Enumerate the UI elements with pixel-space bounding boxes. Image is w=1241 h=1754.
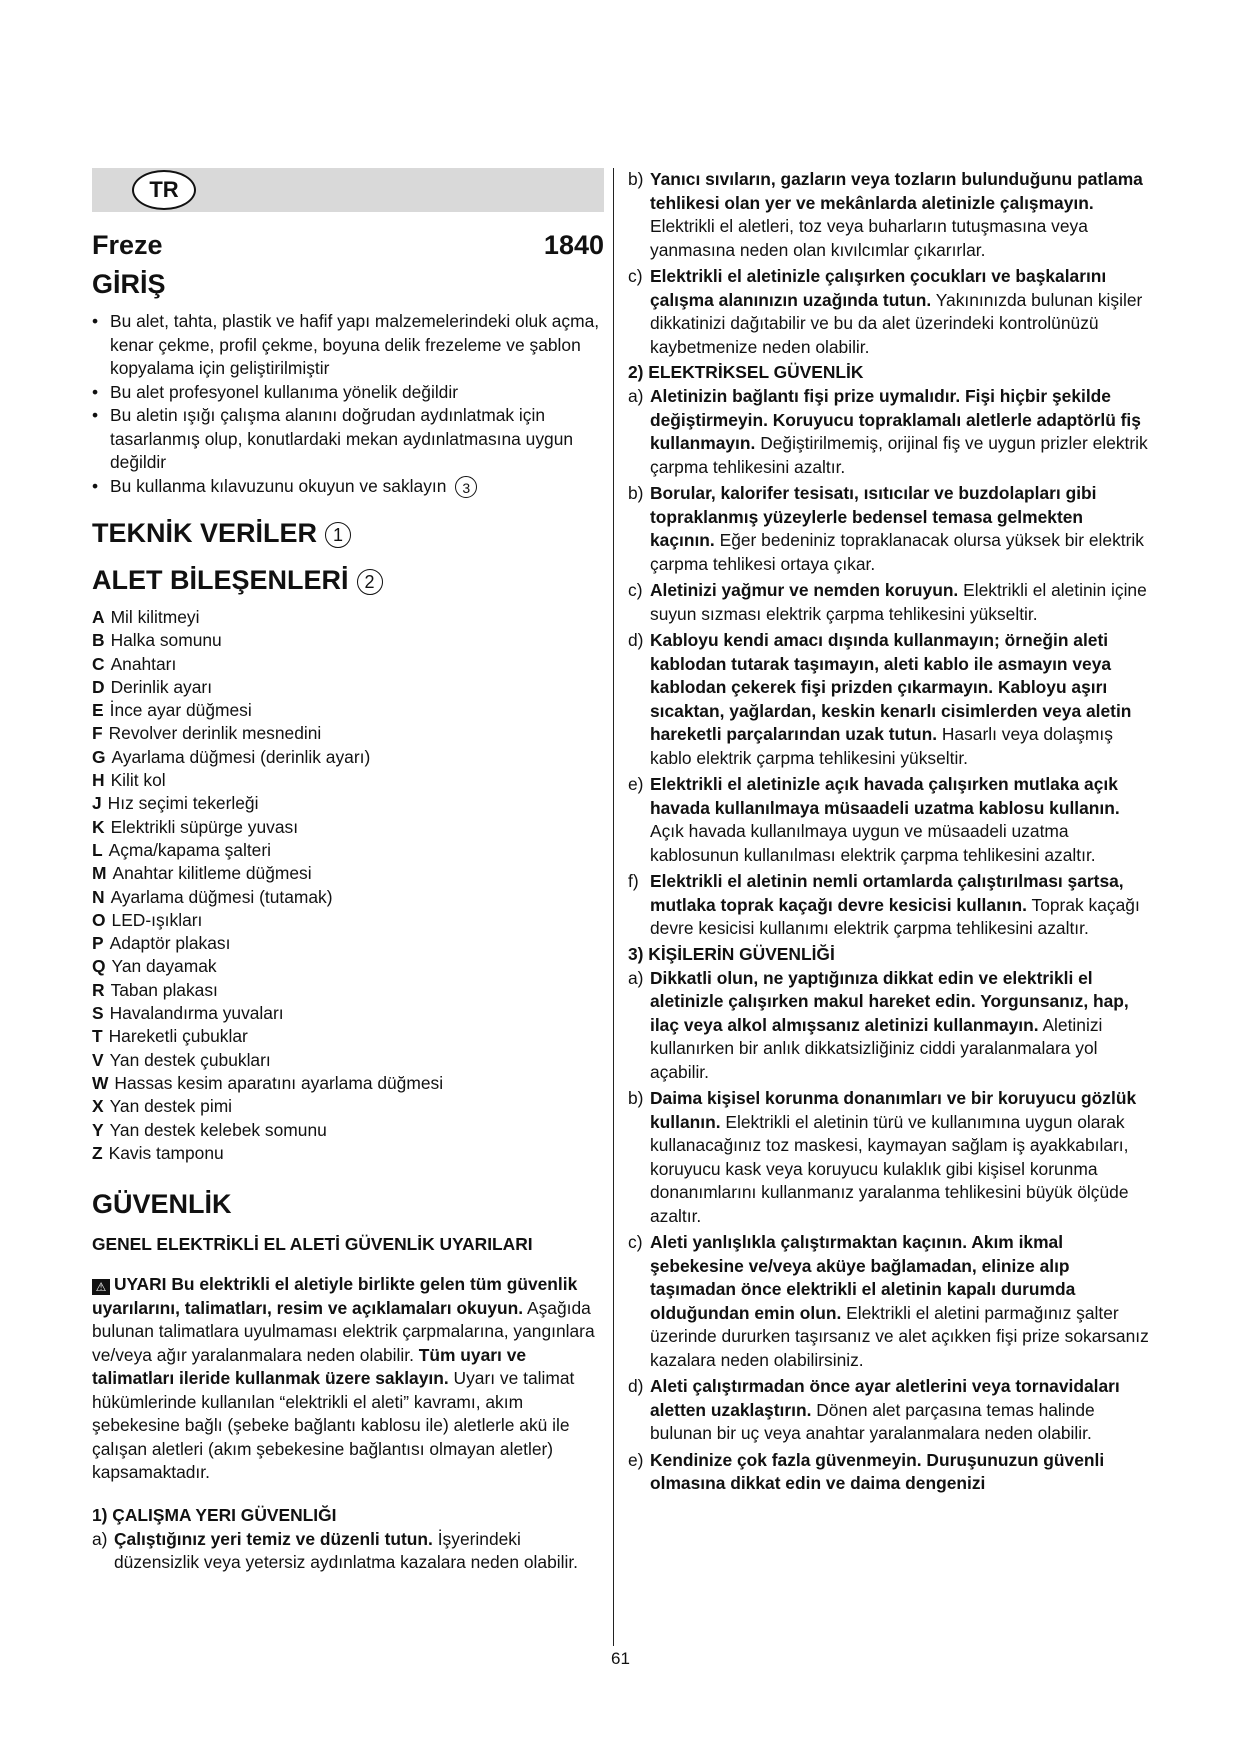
item-text: Elektrikli el aletini parmağınız şalter üzerinde dururken taşırsanız ve alet açıkken fişi prize sokarsanız kazalara neden olabilirsiniz.	[650, 1302, 1149, 1370]
part-key: F	[92, 723, 103, 744]
part-key: O	[92, 909, 106, 930]
tech-heading-text: TEKNİK VERİLER	[92, 518, 318, 548]
part-key: W	[92, 1072, 109, 1093]
part-name: Ayarlama düğmesi (derinlik ayarı)	[111, 746, 371, 767]
item-text: Yakınınızda bulunan kişiler dikkatinizi dağıtabilir ve bu da alet üzerindeki kontrolünüzü kaybetmenize neden olabilir.	[650, 289, 1143, 357]
warning-text-1: Aşağıda bulunan talimatlara uyulmaması elektrik çarpmalarına, yangınlara ve/veya ağır yaralanmalara neden olabilir.	[92, 1297, 595, 1365]
item-bold: Aletinizin bağlantı fişi prize uymalıdır. Fişi hiçbir şekilde değiştirmeyin. Koruyucu topraklamalı aletlerle adaptörlü fiş kullanmayın.	[650, 386, 1141, 453]
list-item	[92, 1095, 604, 1118]
list-item	[92, 816, 604, 839]
part-name: Ayarlama düğmesi (tutamak)	[110, 886, 333, 907]
list-item	[92, 606, 604, 629]
safety-item	[628, 1375, 1150, 1446]
parts-heading	[92, 565, 604, 596]
item-text: İşyerindeki düzensizlik veya yetersiz aydınlatma kazalara neden olabilir.	[114, 1528, 578, 1573]
safety-item	[628, 870, 1150, 941]
item-label: d)	[628, 630, 644, 650]
part-key: Z	[92, 1142, 103, 1163]
item-bold: Elektrikli el aletinizle çalışırken çocukları ve başkalarını çalışma alanınızın uzağında tutun.	[650, 266, 1107, 310]
title-row	[92, 230, 604, 261]
part-name: İnce ayar düğmesi	[109, 700, 252, 721]
figure-ref: 3	[455, 476, 477, 498]
item-bold: Elektrikli el aletinizle açık havada çalışırken mutlaka açık havada kullanılmaya müsaadeli uzatma kablosu kullanın.	[650, 774, 1120, 818]
list-item	[92, 1025, 604, 1048]
list-item	[92, 862, 604, 885]
part-name: Elektrikli süpürge yuvası	[110, 816, 299, 837]
parts-list	[92, 606, 604, 1165]
item-label: b)	[628, 169, 644, 189]
part-key: A	[92, 607, 105, 627]
item-label: e)	[628, 774, 644, 794]
model-number: 1840	[543, 230, 604, 260]
section-1-heading: 1) ÇALIŞMA YERI GÜVENLIĞI	[92, 1504, 337, 1525]
list-item	[92, 979, 604, 1002]
part-name: Anahtarı	[110, 653, 177, 674]
part-name: Hareketli çubuklar	[108, 1026, 248, 1047]
list-item: • Bu alet profesyonel kullanıma yönelik değildir	[92, 381, 604, 405]
warning-paragraph	[92, 1273, 604, 1485]
item-text: Elektrikli el aletinin türü ve kullanımına uygun olarak kullanacağınız toz maskesi, kaymayan sağlam iş ayakkabıları, koruyucu kask veya koruyucu kulaklık gibi kişisel korunma donanımlarını kullanmanız yaralanma tehlikesini büyük ölçüde azaltır.	[650, 1111, 1129, 1226]
item-bold: Aleti yanlışlıkla çalıştırmaktan kaçının. Akım ikmal şebekesine ve/veya aküye bağlamadan, elinize alıp taşımadan önce elektrikli el aletinin kapalı durumda olduğundan emin olun.	[650, 1232, 1076, 1323]
warning-text-2: Uyarı ve talimat hükümlerinde kullanılan “elektrikli el aleti” kavramı, akım şebekesine bağlı (şebeke bağlantı kablosu ile) aletlerle akü ile çalışan aletleri (akım şebekesine bağlantısı olmayan aletler) kapsamaktadır.	[92, 1368, 575, 1483]
section-3-heading: 3) KİŞİLERİN GÜVENLİĞİ	[628, 943, 835, 964]
column-divider	[613, 168, 614, 1646]
part-key: J	[92, 793, 102, 814]
part-key: S	[92, 1003, 104, 1024]
list-item	[92, 955, 604, 978]
part-key: B	[92, 630, 105, 651]
item-label: b)	[628, 1088, 644, 1108]
list-item	[92, 1049, 604, 1072]
item-text: Eğer bedeniniz topraklanacak olursa yüksek bir elektrik çarpma tehlikesi ortaya çıkar.	[650, 530, 1144, 574]
item-text: Değiştirilmemiş, orijinal fiş ve uygun prizler elektrik çarpma tehlikesini azaltır.	[650, 433, 1148, 477]
product-title: Freze	[92, 230, 163, 260]
part-key: Q	[92, 956, 106, 977]
part-key: X	[92, 1096, 104, 1117]
warning-bold-2: Tüm uyarı ve talimatları ileride kullanmak üzere saklayın.	[92, 1344, 527, 1389]
item-bold: Yanıcı sıvıların, gazların veya tozların bulunduğunu patlama tehlikesi olan yer ve mekânlarda aletinizle çalışmayın.	[650, 169, 1143, 213]
item-text: Açık havada kullanılmaya uygun ve müsaadeli uzatma kablosunun kullanılması elektrik çarpma tehlikesini azaltır.	[650, 821, 1096, 865]
part-name: Açma/kapama şalteri	[108, 839, 271, 860]
part-key: K	[92, 816, 105, 837]
part-name: Hız seçimi tekerleği	[107, 793, 259, 814]
list-item	[92, 629, 604, 652]
list-item	[92, 1119, 604, 1142]
part-key: H	[92, 770, 105, 791]
part-name: Hassas kesim aparatını ayarlama düğmesi	[114, 1072, 444, 1093]
list-item-text: Bu kullanma kılavuzunu okuyun ve saklayın	[110, 475, 447, 496]
figure-ref: 2	[357, 569, 383, 595]
page-number: 61	[611, 1649, 630, 1668]
part-key: G	[92, 746, 106, 767]
part-name: Kavis tamponu	[108, 1142, 224, 1163]
part-key: T	[92, 1026, 103, 1047]
part-name: LED-ışıkları	[111, 909, 203, 930]
part-name: Yan destek çubukları	[109, 1049, 271, 1070]
item-bold: Borular, kalorifer tesisatı, ısıtıcılar ve buzdolapları gibi topraklanmış yüzeylerle bedensel temasa gelmekten kaçının.	[650, 483, 1097, 550]
figure-ref: 1	[325, 522, 351, 548]
part-key: C	[92, 653, 105, 674]
part-name: Yan dayamak	[111, 956, 217, 977]
list-item	[92, 909, 604, 932]
safety-item	[628, 629, 1150, 770]
item-label: c)	[628, 1232, 643, 1252]
part-name: Derinlik ayarı	[110, 676, 213, 697]
list-item	[92, 475, 604, 499]
list-item	[92, 722, 604, 745]
item-bold: Kabloyu kendi amacı dışında kullanmayın; örneğin aleti kablodan tutarak taşımayın, aleti kablo ile asmayın veya kablodan çekerek fişi prizden çıkarmayın. Kabloyu aşırı sıcaktan, yağlardan, keskin kenarlı cisimlerden veya aletin hareketli parçalarından uzak tutun.	[650, 630, 1132, 744]
part-name: Taban plakası	[110, 979, 218, 1000]
item-label: a)	[628, 386, 644, 406]
safety-item	[628, 168, 1150, 262]
part-name: Havalandırma yuvaları	[109, 1003, 284, 1024]
tech-heading	[92, 518, 604, 549]
list-item	[92, 932, 604, 955]
intro-list	[92, 310, 604, 498]
part-key: R	[92, 979, 105, 1000]
item-bold: Aletinizi yağmur ve nemden koruyun.	[650, 580, 959, 600]
part-name: Kilit kol	[110, 770, 166, 791]
list-item	[92, 676, 604, 699]
part-key: M	[92, 863, 107, 884]
part-key: E	[92, 700, 104, 721]
section-2-heading: 2) ELEKTRİKSEL GÜVENLİK	[628, 362, 864, 382]
item-text: Elektrikli el aletleri, toz veya buharların tutuşmasına veya yanmasına neden olan kıvılcımlar çıkarırlar.	[650, 216, 1088, 260]
safety-heading: GÜVENLİK	[92, 1189, 232, 1220]
part-key: N	[92, 886, 105, 907]
safety-item	[628, 385, 1150, 479]
list-item	[92, 1002, 604, 1025]
item-label: c)	[628, 580, 643, 600]
part-key: V	[92, 1049, 104, 1070]
item-label: a)	[92, 1528, 108, 1549]
safety-item	[628, 1449, 1150, 1496]
item-label: f)	[628, 871, 639, 891]
safety-item	[628, 1231, 1150, 1372]
left-column	[92, 168, 604, 1578]
right-column	[628, 168, 1150, 1499]
warning-icon: ⚠	[92, 1279, 110, 1295]
safety-item	[628, 773, 1150, 867]
list-item	[92, 653, 604, 676]
part-name: Yan destek pimi	[109, 1096, 233, 1117]
safety-item	[628, 265, 1150, 359]
parts-heading-text: ALET BİLEŞENLERİ	[92, 565, 349, 595]
item-text: Aletinizi kullanırken bir anlık dikkatsizliğiniz ciddi yaralanmalara yol açabilir.	[650, 1014, 1103, 1082]
item-label: b)	[628, 483, 644, 503]
item-bold: Kendinize çok fazla güvenmeyin. Duruşunuzun güvenli olmasına dikkat edin ve daima dengenizi	[650, 1449, 1105, 1493]
item-bold: Elektrikli el aletinin nemli ortamlarda çalıştırılması şartsa, mutlaka toprak kaçağı devre kesicisi kullanın.	[650, 871, 1124, 915]
intro-heading: GİRİŞ	[92, 269, 166, 299]
item-bold: Daima kişisel korunma donanımları ve bir koruyucu gözlük kullanın.	[650, 1088, 1137, 1132]
list-item	[92, 1142, 604, 1165]
item-bold: Dikkatli olun, ne yaptığınıza dikkat edin ve elektrikli el aletinizle çalışırken makul hareket edin. Yorgunsanız, hap, ilaç veya alkol almışsanız aletinizi kullanmayın.	[650, 967, 1129, 1035]
warning-bold-1: UYARI Bu elektrikli el aletiyle birlikte gelen tüm güvenlik uyarılarını, talimatları, resim ve açıklamaları okuyun.	[92, 1274, 578, 1318]
language-badge: TR	[132, 170, 196, 210]
safety-item	[628, 579, 1150, 626]
list-item	[92, 792, 604, 815]
part-key: D	[92, 676, 105, 697]
list-item: • Bu aletin ışığı çalışma alanını doğrudan aydınlatmak için tasarlanmış olup, konutlardaki mekan aydınlatmasına uygun değildir	[92, 404, 604, 475]
part-name: Anahtar kilitleme düğmesi	[112, 863, 312, 884]
item-text: Hasarlı veya dolaşmış kablo elektrik çarpma tehlikesini yükseltir.	[650, 724, 1113, 768]
list-item	[92, 699, 604, 722]
list-item	[92, 1072, 604, 1095]
item-label: a)	[628, 967, 644, 988]
list-item	[92, 886, 604, 909]
list-item	[92, 769, 604, 792]
list-item	[92, 746, 604, 769]
item-label: c)	[628, 266, 643, 286]
safety-subheading: GENEL ELEKTRİKLİ EL ALETİ GÜVENLİK UYARILARI	[92, 1234, 533, 1255]
item-bold: Çalıştığınız yeri temiz ve düzenli tutun.	[114, 1528, 433, 1549]
part-name: Revolver derinlik mesnedini	[108, 723, 322, 744]
part-name: Yan destek kelebek somunu	[109, 1119, 327, 1140]
part-key: L	[92, 839, 103, 860]
part-key: P	[92, 933, 104, 954]
safety-item	[628, 1087, 1150, 1228]
part-name: Halka somunu	[110, 630, 222, 651]
item-bold: Aleti çalıştırmadan önce ayar aletlerini veya tornavidaları aletten uzaklaştırın.	[650, 1376, 1120, 1420]
part-name: Adaptör plakası	[109, 933, 231, 954]
safety-item	[628, 482, 1150, 576]
safety-item	[92, 1528, 604, 1575]
list-item	[92, 839, 604, 862]
part-key: Y	[92, 1119, 104, 1140]
item-text: Elektrikli el aletinin içine suyun sızması elektrik çarpma tehlikesini yükseltir.	[650, 580, 1147, 624]
item-text: Toprak kaçağı devre kesicisi kullanımı elektrik çarpma tehlikesini azaltır.	[650, 894, 1140, 938]
part-name: Mil kilitmeyi	[110, 607, 200, 627]
item-label: e)	[628, 1449, 644, 1470]
item-label: d)	[628, 1376, 644, 1396]
language-band	[92, 168, 604, 212]
list-item: • Bu alet, tahta, plastik ve hafif yapı malzemelerindeki oluk açma, kenar çekme, profil çekme, boyuna delik frezeleme ve şablon kopyalama için geliştirilmiştir	[92, 310, 604, 381]
item-text: Dönen alet parçasına temas halinde bulunan bir uç veya anahtar yaralanmalara neden olabilir.	[650, 1399, 1095, 1443]
safety-item	[628, 967, 1150, 1085]
